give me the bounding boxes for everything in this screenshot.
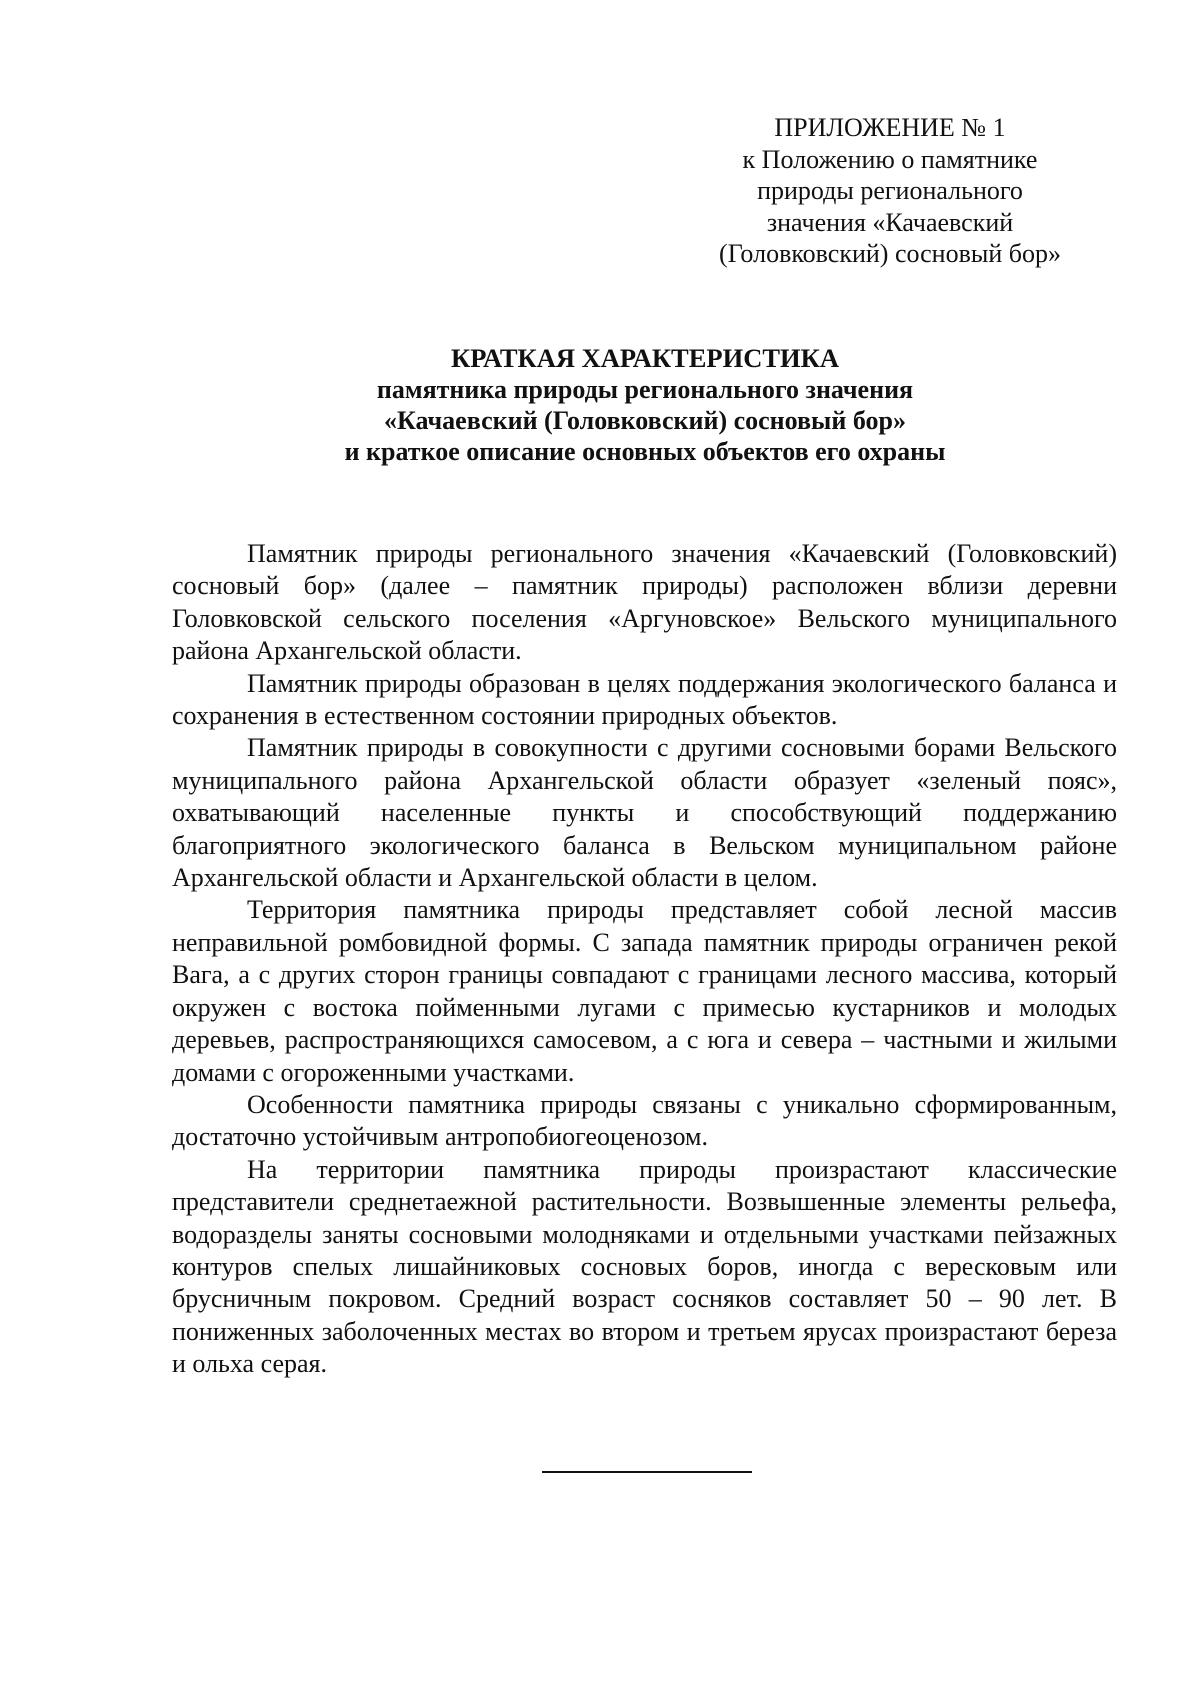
paragraph: Памятник природы в совокупности с другими сосновыми борами Вельского муниципального района Архангельской области образует «зеленый пояс», охватывающий населенные пункты и способствующий поддержанию благоприятного экологического баланса в Вельском муниципальном районе Архангельской области и Архангельской области в целом.	[172, 733, 1117, 893]
appendix-line: к Положению о памятнике	[742, 144, 1038, 174]
end-of-document-rule	[542, 1471, 752, 1473]
title-heading: КРАТКАЯ ХАРАКТЕРИСТИКА	[451, 343, 839, 373]
paragraph: Памятник природы образован в целях поддержания экологического баланса и сохранения в естественном состоянии природных объектов.	[172, 668, 1117, 731]
paragraph: Памятник природы регионального значения «Качаевский (Головковский) сосновый бор» (далее – памятник природы) расположен вблизи деревни Головковской сельского поселения «Аргуновское» Вельского муниципального района Архангельской области.	[172, 539, 1117, 666]
paragraph: Особенности памятника природы связаны с уникально сформированным, достаточно устойчивым антропобиогеоценозом.	[172, 1089, 1117, 1152]
document-body	[172, 538, 1117, 1381]
title-subheading: «Качаевский (Головковский) сосновый бор»	[384, 406, 906, 435]
appendix-line: (Головковский) сосновый бор»	[719, 239, 1061, 268]
appendix-header	[700, 112, 1080, 270]
title-subheading: памятника природы регионального значения	[376, 375, 914, 404]
title-subheading: и краткое описание основных объектов его охраны	[344, 437, 946, 466]
appendix-line: значения «Качаевский	[766, 207, 1014, 237]
document-title	[170, 343, 1120, 467]
paragraph: На территории памятника природы произрастают классические представители среднетаежной растительности. Возвышенные элементы рельефа, водоразделы заняты сосновыми молодняками и отдельными участками пейзажных контуров спелых лишайниковых сосновых боров, иногда с вересковым или брусничным покровом. Средний возраст сосняков составляет 50 – 90 лет. В пониженных заболоченных местах во втором и третьем ярусах произрастают береза и ольха серая.	[172, 1154, 1117, 1379]
appendix-number: ПРИЛОЖЕНИЕ № 1	[774, 113, 1006, 142]
paragraph: Территория памятника природы представляет собой лесной массив неправильной ромбовидной формы. С запада памятник природы ограничен рекой Вага, а с других сторон границы совпадают с границами лесного массива, который окружен с востока пойменными лугами с примесью кустарников и молодых деревьев, распространяющихся самосевом, а с юга и севера – частными и жилыми домами с огороженными участками.	[172, 895, 1117, 1087]
appendix-line: природы регионального	[757, 176, 1023, 205]
